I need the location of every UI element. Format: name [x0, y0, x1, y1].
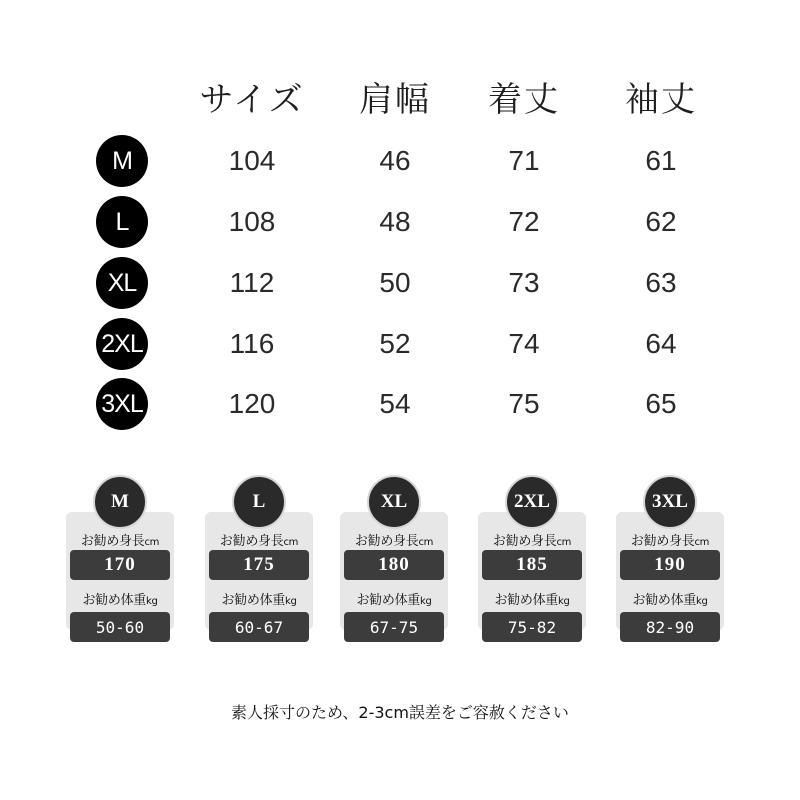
- table-cell: 50: [379, 267, 411, 298]
- recommend-card-xl: [340, 475, 448, 645]
- height-unit: cm: [283, 537, 299, 548]
- height-label-text: お勧め身長: [630, 534, 695, 549]
- weight-label: [66, 589, 174, 608]
- header-sleeve-length: 袖丈: [625, 80, 697, 120]
- height-value: 190: [620, 550, 720, 580]
- height-value: 175: [209, 550, 309, 580]
- weight-unit: kg: [145, 596, 158, 607]
- card-size-badge: XL: [367, 475, 421, 529]
- table-cell: 74: [508, 328, 540, 359]
- recommend-card-2xl: [478, 475, 586, 645]
- recommend-card-m: [66, 475, 174, 645]
- weight-label: [205, 589, 313, 608]
- height-label-text: お勧め身長: [354, 534, 419, 549]
- weight-unit: kg: [695, 596, 708, 607]
- header-length: 着丈: [488, 80, 560, 120]
- height-value: 170: [70, 550, 170, 580]
- table-cell: 108: [228, 206, 276, 237]
- height-unit: cm: [556, 537, 572, 548]
- height-value: 185: [482, 550, 582, 580]
- table-cell: 120: [228, 388, 276, 419]
- table-cell: 65: [645, 388, 677, 419]
- weight-label-text: お勧め体重: [82, 593, 146, 608]
- card-size-badge: L: [232, 475, 286, 529]
- weight-unit: kg: [557, 596, 570, 607]
- table-cell: 116: [229, 328, 275, 359]
- weight-label: [478, 589, 586, 608]
- card-size-badge: M: [93, 475, 147, 529]
- height-label: [205, 530, 313, 549]
- table-cell: 46: [379, 145, 411, 176]
- height-value: 180: [344, 550, 444, 580]
- height-label: [66, 530, 174, 549]
- height-unit: cm: [418, 537, 434, 548]
- size-badge-2xl: 2XL: [96, 318, 148, 370]
- weight-unit: kg: [284, 596, 297, 607]
- table-cell: 112: [229, 267, 275, 298]
- table-cell: 48: [379, 206, 411, 237]
- table-cell: 64: [645, 328, 677, 359]
- table-cell: 73: [508, 267, 540, 298]
- header-size: サイズ: [199, 80, 305, 120]
- table-cell: 71: [508, 145, 540, 176]
- recommend-card-l: [205, 475, 313, 645]
- card-size-badge: 3XL: [643, 475, 697, 529]
- height-label: [478, 530, 586, 549]
- weight-value: 82-90: [620, 612, 720, 642]
- height-label-text: お勧め身長: [219, 534, 284, 549]
- weight-label: [616, 589, 724, 608]
- recommend-card-3xl: [616, 475, 724, 645]
- table-cell: 61: [645, 145, 677, 176]
- height-unit: cm: [694, 537, 710, 548]
- weight-label: [340, 589, 448, 608]
- size-badge-3xl: 3XL: [96, 378, 148, 430]
- measurement-disclaimer: 素人採寸のため、2-3cm誤差をご容赦ください: [231, 703, 569, 722]
- height-label: [340, 530, 448, 549]
- header-shoulder-width: 肩幅: [359, 80, 431, 120]
- table-cell: 62: [645, 206, 677, 237]
- size-badge-m: M: [96, 135, 148, 187]
- weight-value: 60-67: [209, 612, 309, 642]
- height-unit: cm: [144, 537, 160, 548]
- height-label-text: お勧め身長: [80, 534, 145, 549]
- weight-value: 50-60: [70, 612, 170, 642]
- weight-unit: kg: [419, 596, 432, 607]
- table-cell: 54: [379, 388, 411, 419]
- height-label-text: お勧め身長: [492, 534, 557, 549]
- weight-label-text: お勧め体重: [494, 593, 558, 608]
- weight-label-text: お勧め体重: [221, 593, 285, 608]
- size-badge-l: L: [96, 196, 148, 248]
- table-cell: 104: [228, 145, 276, 176]
- size-badge-xl: XL: [96, 257, 148, 309]
- card-size-badge: 2XL: [505, 475, 559, 529]
- table-cell: 52: [379, 328, 411, 359]
- table-cell: 72: [508, 206, 540, 237]
- weight-label-text: お勧め体重: [632, 593, 696, 608]
- height-label: [616, 530, 724, 549]
- weight-value: 67-75: [344, 612, 444, 642]
- table-cell: 63: [645, 267, 677, 298]
- weight-value: 75-82: [482, 612, 582, 642]
- table-cell: 75: [508, 388, 540, 419]
- weight-label-text: お勧め体重: [356, 593, 420, 608]
